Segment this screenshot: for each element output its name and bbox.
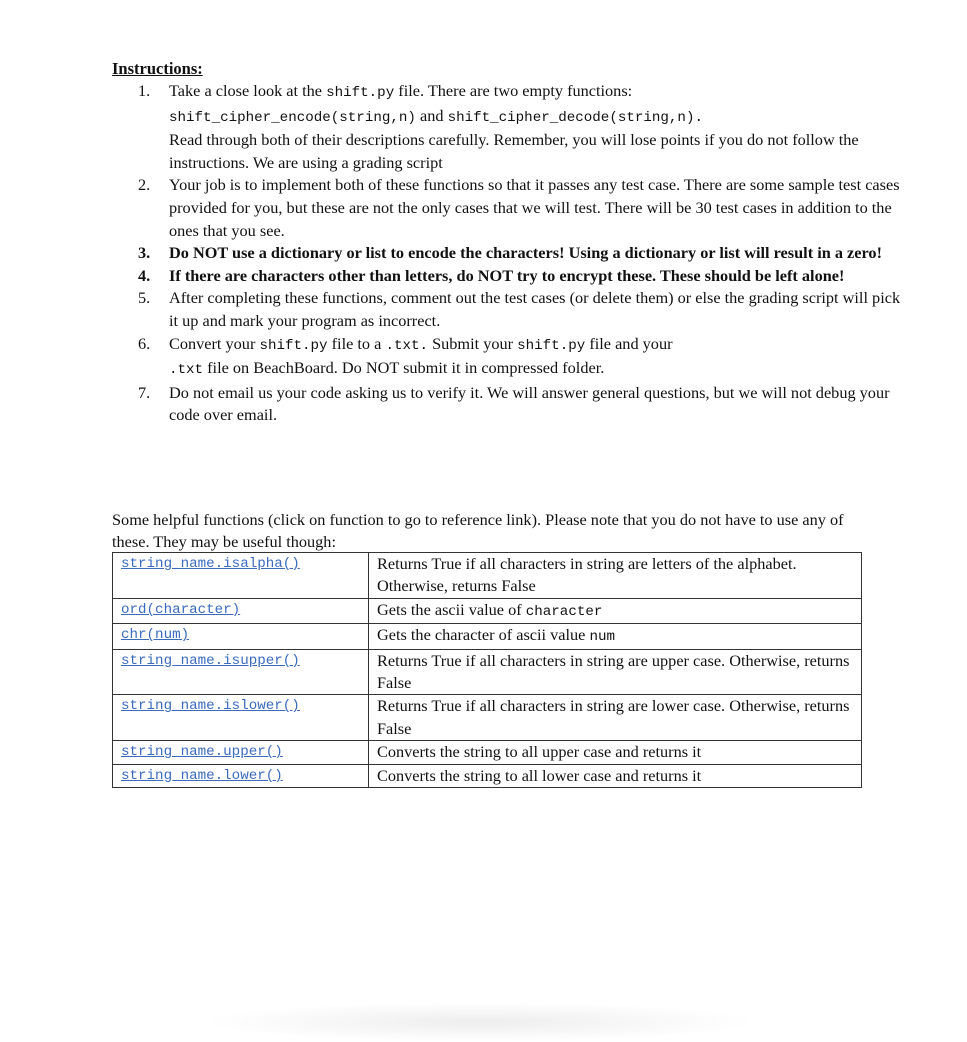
function-description: Gets the character of ascii value num <box>369 624 862 649</box>
function-link-lower[interactable]: string_name.lower() <box>121 767 283 784</box>
instructions-list <box>112 80 909 427</box>
instruction-item-5: 5. After completing these functions, comment out the test cases (or delete them) or else the grading script will pick it up and mark your program as incorrect. <box>138 288 901 330</box>
table-row <box>113 624 862 649</box>
function-description: Gets the ascii value of character <box>369 598 862 623</box>
function-link-upper[interactable]: string_name.upper() <box>121 744 283 761</box>
function-description: Returns True if all characters in string are upper case. Otherwise, returns False <box>369 649 862 695</box>
table-row <box>113 649 862 695</box>
instruction-item-7: 7. Do not email us your code asking us to verify it. We will answer general questions, but we will not debug your code over email. <box>138 382 890 425</box>
helpful-functions-table <box>112 552 862 788</box>
table-row <box>113 741 862 764</box>
function-link-chr[interactable]: chr(num) <box>121 627 190 644</box>
function-link-isupper[interactable]: string_name.isupper() <box>121 652 300 669</box>
page-bottom-shadow <box>200 1002 760 1042</box>
table-row <box>113 764 862 787</box>
function-link-ord[interactable]: ord(character) <box>121 601 241 618</box>
instruction-item-4: 4. If there are characters other than letters, do NOT try to encrypt these. These should be left alone! <box>138 265 845 285</box>
instructions-heading: Instructions: <box>112 59 203 78</box>
instruction-item-3: 3. Do NOT use a dictionary or list to encode the characters! Using a dictionary or list will result in a zero! <box>138 243 882 263</box>
helpful-functions-intro: Some helpful functions (click on function to go to reference link). Please note that you do not have to use any of these. They may be useful though: <box>112 510 844 552</box>
table-row <box>113 553 862 599</box>
function-description: Converts the string to all lower case and returns it <box>369 764 862 787</box>
instruction-item-6: 6. Convert your shift.py file to a .txt. Submit your shift.py file and your .txt file on BeachBoard. Do NOT submit it in compressed folder. <box>138 333 673 379</box>
encode-function-signature: shift_cipher_encode(string,n) <box>169 109 416 126</box>
decode-function-signature: shift_cipher_decode(string,n). <box>447 109 703 126</box>
instruction-item-2: 2. Your job is to implement both of these functions so that it passes any test case. There are some sample test cases provided for you, but these are not the only cases that we will test. There will be 30 test cases in addition to the ones that you see. <box>138 175 900 240</box>
function-link-islower[interactable]: string_name.islower() <box>121 698 300 715</box>
function-description: Returns True if all characters in string are letters of the alphabet. Otherwise, returns False <box>369 553 862 599</box>
function-description: Returns True if all characters in string are lower case. Otherwise, returns False <box>369 695 862 741</box>
function-link-isalpha[interactable]: string_name.isalpha() <box>121 556 300 572</box>
table-row <box>113 598 862 623</box>
instruction-item-1: 1. Take a close look at the shift.py file. There are two empty functions: shift_cipher_encode(string,n) and shift_cipher_decode(string,n). Read through both of their descriptions carefully. Remember, you will lose points if you do not follow the instructions. We are using a grading script <box>138 81 859 172</box>
function-description: Converts the string to all upper case and returns it <box>369 741 862 764</box>
table-row <box>113 695 862 741</box>
